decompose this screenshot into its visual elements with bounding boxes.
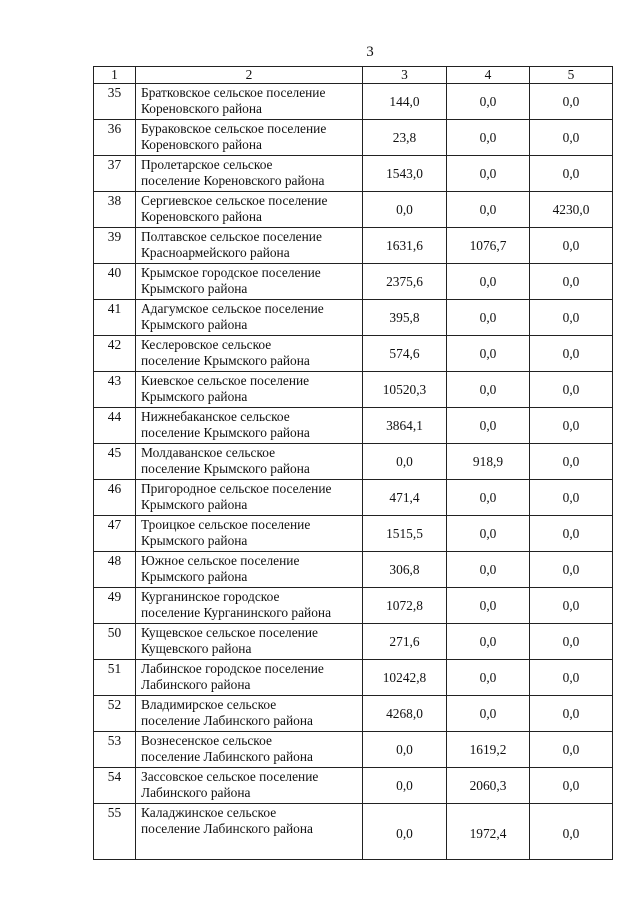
settlement-name-line-2: Кореновского района (141, 209, 262, 224)
settlement-name-line-1: Зассовское сельское поселение (141, 769, 319, 784)
settlement-name-line-2: Лабинского района (141, 785, 251, 800)
value-column-4: 0,0 (447, 264, 530, 300)
value-column-4: 0,0 (447, 336, 530, 372)
table-row (94, 192, 613, 228)
settlement-name (136, 624, 363, 660)
value-column-3: 144,0 (363, 84, 447, 120)
settlement-name (136, 480, 363, 516)
value-column-4: 0,0 (447, 516, 530, 552)
table-body (94, 67, 613, 860)
value-column-5: 0,0 (530, 228, 613, 264)
settlement-name-line-2: поселение Крымского района (141, 425, 310, 440)
table-row (94, 552, 613, 588)
settlement-name-line-2: поселение Кореновского района (141, 173, 325, 188)
table-row (94, 120, 613, 156)
value-column-5: 0,0 (530, 768, 613, 804)
value-column-3: 4268,0 (363, 696, 447, 732)
table-row (94, 372, 613, 408)
value-column-4: 0,0 (447, 480, 530, 516)
settlement-name-line-2: Крымского района (141, 317, 248, 332)
settlement-name (136, 660, 363, 696)
settlement-name-line-2: поселение Лабинского района (141, 749, 313, 764)
settlement-name-line-2: Красноармейского района (141, 245, 290, 260)
settlement-name-line-2: Крымского района (141, 497, 248, 512)
value-column-4: 0,0 (447, 588, 530, 624)
row-number: 39 (94, 228, 136, 264)
settlement-name-line-1: Вознесенское сельское (141, 733, 272, 748)
row-number: 49 (94, 588, 136, 624)
column-header-5: 5 (530, 67, 613, 84)
settlement-name (136, 516, 363, 552)
table-row (94, 444, 613, 480)
settlement-name-line-1: Кеслеровское сельское (141, 337, 272, 352)
table-row (94, 768, 613, 804)
value-column-4: 1972,4 (447, 804, 530, 860)
settlement-name-line-2: поселение Лабинского района (141, 713, 313, 728)
column-header-4: 4 (447, 67, 530, 84)
value-column-3: 0,0 (363, 732, 447, 768)
column-header-1: 1 (94, 67, 136, 84)
value-column-5: 0,0 (530, 408, 613, 444)
value-column-3: 0,0 (363, 768, 447, 804)
settlement-name-line-1: Троицкое сельское поселение (141, 517, 311, 532)
settlement-name-line-2: Крымского района (141, 281, 248, 296)
row-number: 36 (94, 120, 136, 156)
settlement-name-line-2: поселение Крымского района (141, 461, 310, 476)
value-column-3: 471,4 (363, 480, 447, 516)
value-column-5: 0,0 (530, 516, 613, 552)
settlement-name-line-1: Киевское сельское поселение (141, 373, 310, 388)
value-column-4: 0,0 (447, 624, 530, 660)
settlement-name (136, 804, 363, 860)
value-column-5: 0,0 (530, 588, 613, 624)
value-column-4: 2060,3 (447, 768, 530, 804)
value-column-4: 0,0 (447, 408, 530, 444)
value-column-5: 0,0 (530, 804, 613, 860)
row-number: 45 (94, 444, 136, 480)
settlement-name-line-2: поселение Крымского района (141, 353, 310, 368)
value-column-3: 3864,1 (363, 408, 447, 444)
value-column-5: 0,0 (530, 84, 613, 120)
settlement-name-line-2: Крымского района (141, 533, 248, 548)
column-header-2: 2 (136, 67, 363, 84)
value-column-3: 0,0 (363, 804, 447, 860)
value-column-5: 0,0 (530, 336, 613, 372)
value-column-4: 0,0 (447, 696, 530, 732)
settlement-name-line-1: Южное сельское поселение (141, 553, 300, 568)
settlement-name (136, 408, 363, 444)
value-column-5: 0,0 (530, 156, 613, 192)
settlement-name (136, 768, 363, 804)
value-column-5: 0,0 (530, 732, 613, 768)
settlement-name-line-1: Адагумское сельское поселение (141, 301, 324, 316)
settlement-name-line-1: Бураковское сельское поселение (141, 121, 327, 136)
settlement-name-line-1: Каладжинское сельское (141, 805, 277, 820)
value-column-4: 0,0 (447, 156, 530, 192)
row-number: 55 (94, 804, 136, 860)
settlement-name-line-2: поселение Курганинского района (141, 605, 332, 620)
value-column-4: 0,0 (447, 120, 530, 156)
settlement-name (136, 192, 363, 228)
row-number: 50 (94, 624, 136, 660)
row-number: 43 (94, 372, 136, 408)
value-column-3: 10520,3 (363, 372, 447, 408)
table-row (94, 588, 613, 624)
value-column-4: 1076,7 (447, 228, 530, 264)
value-column-5: 4230,0 (530, 192, 613, 228)
settlement-name (136, 156, 363, 192)
row-number: 51 (94, 660, 136, 696)
value-column-5: 0,0 (530, 300, 613, 336)
settlement-name (136, 732, 363, 768)
settlement-name (136, 300, 363, 336)
table-row (94, 480, 613, 516)
value-column-5: 0,0 (530, 660, 613, 696)
settlement-name-line-2: поселение Лабинского района (141, 821, 313, 836)
value-column-3: 23,8 (363, 120, 447, 156)
table-row (94, 732, 613, 768)
settlement-name (136, 444, 363, 480)
value-column-5: 0,0 (530, 120, 613, 156)
row-number: 47 (94, 516, 136, 552)
value-column-4: 918,9 (447, 444, 530, 480)
settlement-name-line-1: Братковское сельское поселение (141, 85, 326, 100)
row-number: 40 (94, 264, 136, 300)
settlement-name-line-1: Сергиевское сельское поселение (141, 193, 328, 208)
settlement-name-line-1: Владимирское сельское (141, 697, 277, 712)
value-column-4: 0,0 (447, 660, 530, 696)
settlement-name (136, 552, 363, 588)
row-number: 46 (94, 480, 136, 516)
settlement-name-line-2: Кореновского района (141, 101, 262, 116)
settlement-name-line-1: Курганинское городское (141, 589, 280, 604)
table-row (94, 336, 613, 372)
value-column-5: 0,0 (530, 264, 613, 300)
value-column-5: 0,0 (530, 480, 613, 516)
row-number: 35 (94, 84, 136, 120)
value-column-3: 1631,6 (363, 228, 447, 264)
table-row (94, 516, 613, 552)
settlement-name-line-1: Крымское городское поселение (141, 265, 321, 280)
settlement-name (136, 120, 363, 156)
allocation-table (93, 66, 613, 860)
value-column-4: 0,0 (447, 84, 530, 120)
value-column-4: 0,0 (447, 192, 530, 228)
row-number: 48 (94, 552, 136, 588)
row-number: 37 (94, 156, 136, 192)
row-number: 44 (94, 408, 136, 444)
table-row (94, 264, 613, 300)
settlement-name-line-1: Нижнебаканское сельское (141, 409, 290, 424)
value-column-3: 0,0 (363, 444, 447, 480)
table-row (94, 156, 613, 192)
table-row (94, 300, 613, 336)
settlement-name-line-2: Кореновского района (141, 137, 262, 152)
table-row (94, 84, 613, 120)
table-header-row (94, 67, 613, 84)
value-column-4: 0,0 (447, 300, 530, 336)
table-row (94, 660, 613, 696)
value-column-4: 0,0 (447, 372, 530, 408)
settlement-name-line-1: Пригородное сельское поселение (141, 481, 332, 496)
value-column-3: 306,8 (363, 552, 447, 588)
settlement-name-line-1: Молдаванское сельское (141, 445, 276, 460)
value-column-3: 1515,5 (363, 516, 447, 552)
value-column-3: 0,0 (363, 192, 447, 228)
value-column-5: 0,0 (530, 624, 613, 660)
value-column-3: 2375,6 (363, 264, 447, 300)
value-column-4: 0,0 (447, 552, 530, 588)
value-column-3: 1543,0 (363, 156, 447, 192)
value-column-3: 1072,8 (363, 588, 447, 624)
settlement-name-line-2: Крымского района (141, 389, 248, 404)
settlement-name-line-2: Крымского района (141, 569, 248, 584)
row-number: 53 (94, 732, 136, 768)
value-column-3: 271,6 (363, 624, 447, 660)
table-row (94, 624, 613, 660)
row-number: 42 (94, 336, 136, 372)
settlement-name (136, 264, 363, 300)
table-row (94, 408, 613, 444)
settlement-name-line-1: Кущевское сельское поселение (141, 625, 318, 640)
row-number: 41 (94, 300, 136, 336)
row-number: 54 (94, 768, 136, 804)
settlement-name (136, 84, 363, 120)
value-column-5: 0,0 (530, 372, 613, 408)
value-column-5: 0,0 (530, 552, 613, 588)
value-column-3: 574,6 (363, 336, 447, 372)
row-number: 52 (94, 696, 136, 732)
table-row (94, 696, 613, 732)
settlement-name-line-2: Лабинского района (141, 677, 251, 692)
row-number: 38 (94, 192, 136, 228)
settlement-name (136, 372, 363, 408)
value-column-5: 0,0 (530, 696, 613, 732)
settlement-name-line-2: Кущевского района (141, 641, 252, 656)
settlement-name (136, 696, 363, 732)
settlement-name (136, 336, 363, 372)
table-row (94, 228, 613, 264)
column-header-3: 3 (363, 67, 447, 84)
value-column-3: 395,8 (363, 300, 447, 336)
settlement-name (136, 228, 363, 264)
value-column-4: 1619,2 (447, 732, 530, 768)
settlement-name-line-1: Пролетарское сельское (141, 157, 273, 172)
page-number: 3 (366, 44, 374, 60)
value-column-3: 10242,8 (363, 660, 447, 696)
table-row (94, 804, 613, 860)
value-column-5: 0,0 (530, 444, 613, 480)
settlement-name-line-1: Полтавское сельское поселение (141, 229, 322, 244)
settlement-name (136, 588, 363, 624)
settlement-name-line-1: Лабинское городское поселение (141, 661, 324, 676)
